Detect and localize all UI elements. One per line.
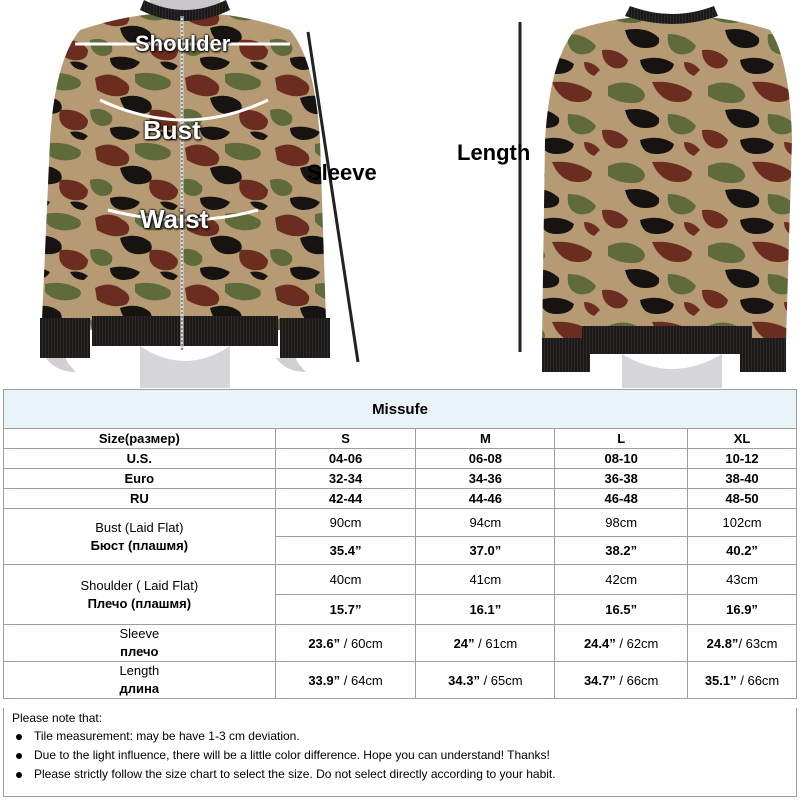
bullet-icon [16, 734, 22, 740]
table-cell: 94cm [416, 509, 555, 537]
ru-row [4, 489, 797, 509]
size-chart [3, 389, 797, 699]
table-cell: 34.3” / 65cm [416, 662, 555, 699]
header-cell: M [416, 429, 555, 449]
length-row [4, 662, 797, 699]
us-row [4, 449, 797, 469]
table-cell: 24.8”/ 63cm [688, 625, 797, 662]
header-cell: Size(размер) [4, 429, 276, 449]
table-cell: 33.9” / 64cm [275, 662, 416, 699]
jacket-back-image [400, 0, 800, 388]
bust-cm-row [4, 509, 797, 537]
notes-intro: Please note that: [12, 711, 103, 725]
table-cell: 44-46 [416, 489, 555, 509]
sleeve-label-en: Sleeve [119, 626, 160, 641]
table-cell: 38-40 [688, 469, 797, 489]
table-cell: 16.1” [416, 595, 555, 625]
row-label: RU [4, 489, 276, 509]
list-item: Tile measurement: may be have 1-3 cm deviation. [12, 727, 796, 746]
length-label-ru: длина [119, 681, 160, 696]
table-cell: 37.0” [416, 537, 555, 565]
table-cell: 15.7” [275, 595, 416, 625]
sleeve-row [4, 625, 797, 662]
table-cell: 46-48 [555, 489, 688, 509]
waist-label: Waist [140, 204, 209, 234]
table-cell: 40cm [275, 565, 416, 595]
product-photos [0, 0, 800, 388]
table-cell: 06-08 [416, 449, 555, 469]
table-cell: 10-12 [688, 449, 797, 469]
sleeve-label: Sleeve [307, 160, 377, 185]
sleeve-row-label [4, 625, 276, 662]
euro-row [4, 469, 797, 489]
header-cell: S [275, 429, 416, 449]
table-cell: 98cm [555, 509, 688, 537]
table-cell: 35.1” / 66cm [688, 662, 797, 699]
table-cell: 08-10 [555, 449, 688, 469]
list-item: Please strictly follow the size chart to select the size. Do not select directly according to your habit. [12, 765, 796, 784]
table-cell: 16.9” [688, 595, 797, 625]
notes-list [4, 727, 796, 784]
table-cell: 32-34 [275, 469, 416, 489]
chart-title: Missufe [4, 390, 797, 429]
table-cell: 36-38 [555, 469, 688, 489]
notes-box [3, 708, 797, 797]
table-cell: 102cm [688, 509, 797, 537]
bust-label: Bust [143, 115, 201, 145]
jacket-front-image [0, 0, 400, 388]
table-cell: 42cm [555, 565, 688, 595]
table-cell: 34-36 [416, 469, 555, 489]
length-row-label [4, 662, 276, 699]
bust-label-ru: Бюст (плашмя) [90, 537, 189, 553]
header-cell: XL [688, 429, 797, 449]
table-cell: 48-50 [688, 489, 797, 509]
row-label: Euro [4, 469, 276, 489]
sleeve-label-ru: плечо [120, 644, 159, 659]
table-cell: 43cm [688, 565, 797, 595]
table-cell: 24.4” / 62cm [555, 625, 688, 662]
shoulder-label: Shoulder [135, 31, 231, 56]
bullet-icon [16, 753, 22, 759]
shoulder-label-ru: Плечо (плашмя) [87, 595, 192, 611]
table-cell: 24” / 61cm [416, 625, 555, 662]
table-cell: 34.7” / 66cm [555, 662, 688, 699]
shoulder-row-label [4, 565, 276, 625]
length-label-en: Length [119, 663, 160, 678]
shoulder-cm-row [4, 565, 797, 595]
table-cell: 41cm [416, 565, 555, 595]
table-cell: 42-44 [275, 489, 416, 509]
list-item: Due to the light influence, there will be a little color difference. Hope you can understand! Thanks! [12, 746, 796, 765]
table-cell: 38.2” [555, 537, 688, 565]
table-cell: 04-06 [275, 449, 416, 469]
bullet-icon [16, 772, 22, 778]
header-row [4, 429, 797, 449]
table-cell: 23.6” / 60cm [275, 625, 416, 662]
header-cell: L [555, 429, 688, 449]
shoulder-label-en: Shoulder ( Laid Flat) [80, 577, 199, 593]
table-cell: 16.5” [555, 595, 688, 625]
row-label: U.S. [4, 449, 276, 469]
bust-label-en: Bust (Laid Flat) [95, 519, 184, 535]
length-label: Length [457, 140, 531, 165]
table-cell: 40.2” [688, 537, 797, 565]
table-cell: 35.4” [275, 537, 416, 565]
table-cell: 90cm [275, 509, 416, 537]
bust-row-label [4, 509, 276, 565]
